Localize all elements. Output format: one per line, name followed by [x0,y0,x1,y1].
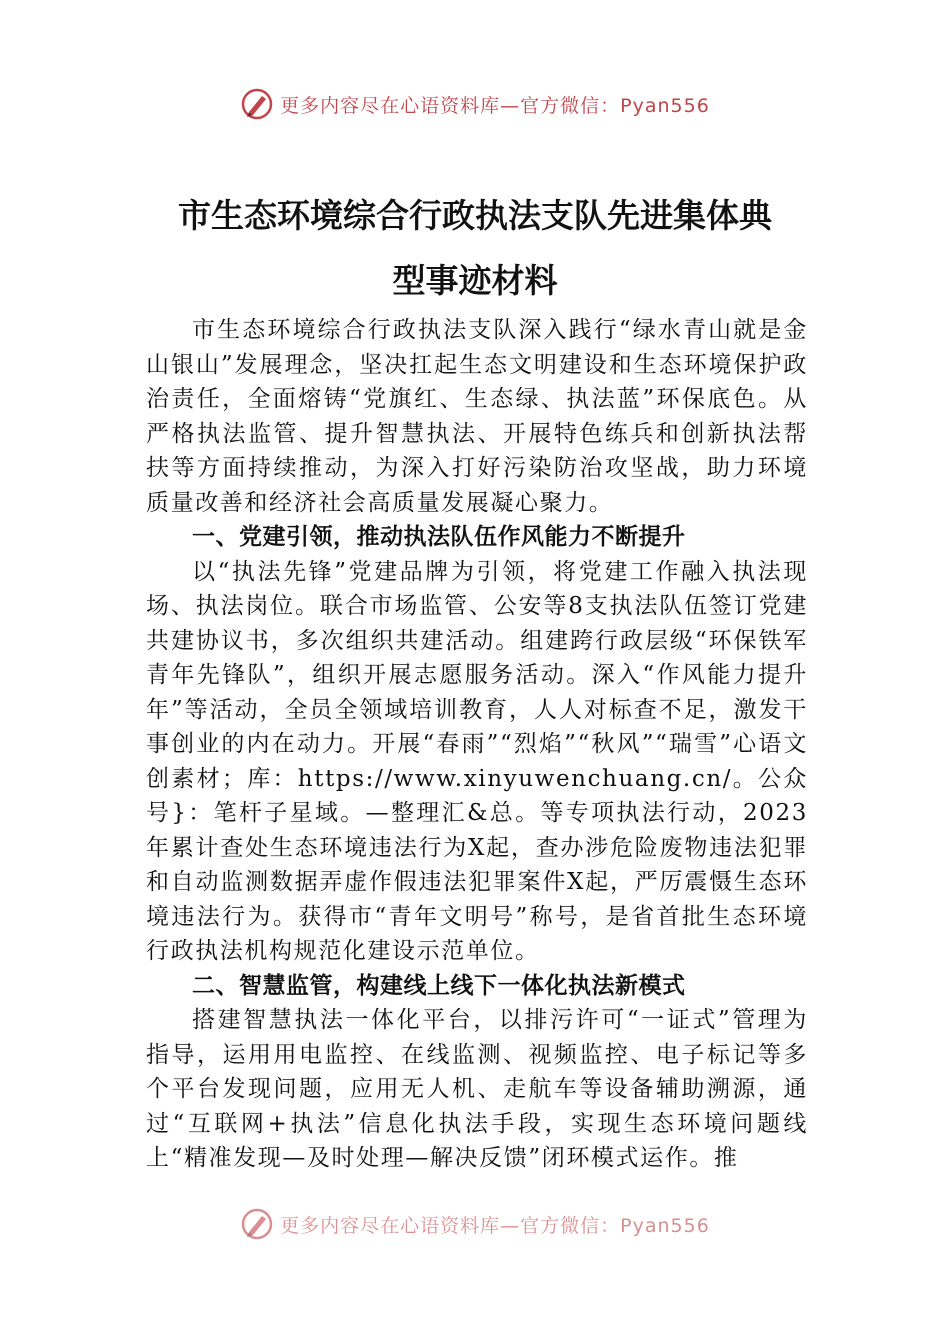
document-body [146,313,808,1176]
document-title-line-1: 市生态环境综合行政执法支队先进集体典 [178,196,772,235]
section-heading-2: 二、智慧监管，构建线上线下一体化执法新模式 [192,972,686,999]
intro-paragraph: 市生态环境综合行政执法支队深入践行“绿水青山就是金山银山”发展理念，坚决扛起生态文明建设和生态环境保护政治责任，全面熔铸“党旗红、生态绿、执法蓝”环保底色。从严格执法监管、提升智慧执法、开展特色练兵和创新执法帮扶等方面持续推动，为深入打好污染防治攻坚战，助力环境质量改善和经济社会高质量发展凝心聚力。 [146,317,808,516]
watermark-text: 更多内容尽在心语资料库—官方微信：Pyan556 [280,94,710,117]
document-title-line-2: 型事迹材料 [392,261,558,300]
watermark-text: 更多内容尽在心语资料库—官方微信：Pyan556 [280,1214,710,1237]
section-1-paragraph: 以“执法先锋”党建品牌为引领，将党建工作融入执法现场、执法岗位。联合市场监管、公安等8支执法队伍签订党建共建协议书，多次组织共建活动。组建跨行政层级“环保铁军青年先锋队”，组织开展志愿服务活动。深入“作风能力提升年”等活动，全员全领域培训教育，人人对标查不足，激发干事创业的内在动力。开展“春雨”“烈焰”“秋风”“瑞雪”心语文创素材；库：https://www.xinyuwenchuang.cn/。公众号}：笔杆子星域。—整理汇&总。等专项执法行动，2023年累计查处生态环境违法行为X起，查办涉危险废物违法犯罪和自动监测数据弄虚作假违法犯罪案件X起，严厉震慑生态环境违法行为。获得市“青年文明号”称号，是省首批生态环境行政执法机构规范化建设示范单位。 [146,558,808,964]
watermark-header [0,82,950,126]
section-2-paragraph: 搭建智慧执法一体化平台，以排污许可“一证式”管理为指导，运用用电监控、在线监测、视频监控、电子标记等多个平台发现问题，应用无人机、走航车等设备辅助溯源，通过“互联网+执法”信息化执法手段，实现生态环境问题线上“精准发现—及时处理—解决反馈”闭环模式运作。推 [146,1007,808,1171]
watermark-footer [0,1202,950,1246]
section-heading-1: 一、党建引领，推动执法队伍作风能力不断提升 [192,524,686,550]
pen-logo-icon [240,87,274,121]
pen-logo-icon [240,1207,274,1241]
